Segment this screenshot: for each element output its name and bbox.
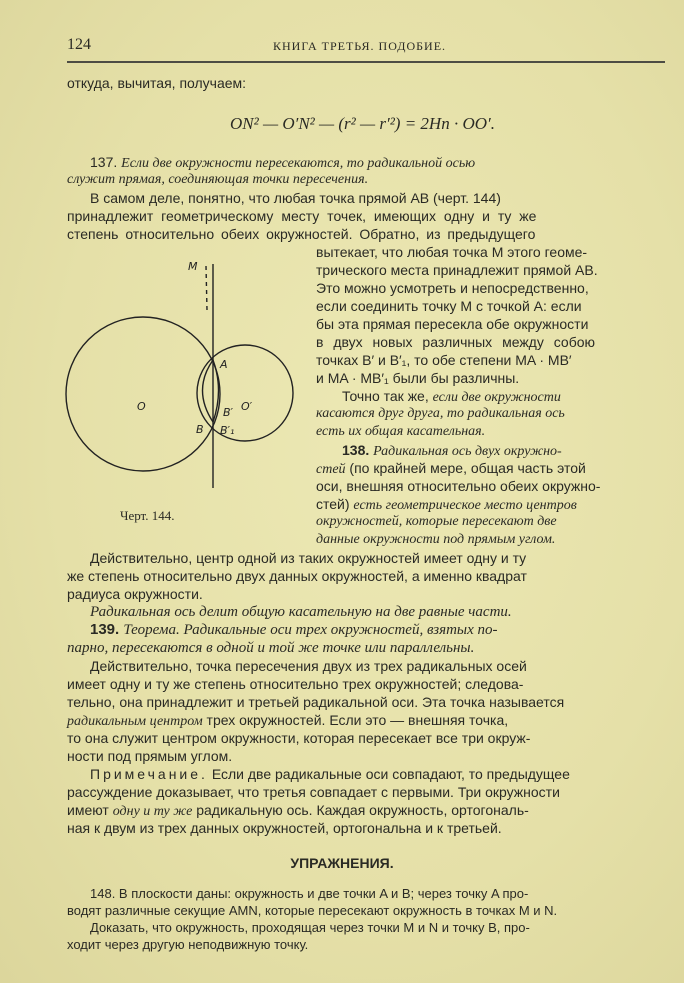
s138-para-line: же степень относительно двух данных окружностей, а именно квадрат [67, 568, 527, 584]
s139-para-line: то она служит центром окружности, которая пересекает все три окруж- [67, 730, 531, 746]
s138-para-line: радиуса окружности. [67, 586, 203, 602]
s139-theorem-line1 [90, 621, 497, 639]
text: (по крайней мере, общая часть этой [345, 460, 586, 476]
arc-left [203, 360, 214, 422]
circle-o-prime [197, 345, 293, 441]
page-number: 124 [67, 36, 91, 53]
page-header [67, 36, 667, 58]
s137-para-line: бы эта прямая пересекла обе окружности [316, 316, 589, 332]
text: одну и ту же [112, 804, 193, 819]
running-title: КНИГА ТРЕТЬЯ. ПОДОБИЕ. [273, 39, 447, 53]
s138-line: оси, внешняя относительно обеих окружно- [316, 478, 601, 494]
s137-para-line: Это можно усмотреть и непосредственно, [316, 280, 589, 296]
s137-para-line: в двух новых различных между собою [316, 334, 595, 350]
s137-para2-line: есть их общая касательная. [316, 424, 486, 439]
figure-144 [60, 250, 300, 540]
section-number: 137. [90, 154, 118, 170]
text: трех окружностей. Если это — внешняя точка, [202, 712, 509, 728]
dashed-line [206, 266, 207, 310]
s139-para-line [67, 711, 508, 731]
s137-para-line: вытекает, что любая точка M этого геоме- [316, 244, 588, 260]
label-o: O [137, 400, 146, 413]
s138-line [316, 459, 586, 479]
s139-para-line: ности под прямым углом. [67, 748, 233, 764]
theorem-title: Теорема. [123, 622, 180, 638]
text: есть геометрическое место центров [353, 498, 577, 513]
note-line: ная к двум из трех данных окружностей, ортогональна и к третьей. [67, 820, 502, 836]
two-circles-diagram [60, 250, 300, 510]
figure-caption: Черт. 144. [120, 508, 175, 523]
theorem-text: Если две окружности пересекаются, то радикальной осью [121, 156, 476, 171]
s137-para2-line [342, 387, 561, 407]
label-b-prime: B′ [223, 406, 234, 419]
label-m: M [188, 260, 198, 273]
s138-line [342, 441, 562, 461]
s139-para-line: Действительно, точка пересечения двух из трех радикальных осей [90, 658, 527, 674]
s138-line [316, 495, 577, 515]
s138-line: данные окружности под прямым углом. [316, 532, 556, 547]
label-o-prime: O′ [241, 400, 253, 413]
s138-line: окружностей, которые пересекают две [316, 514, 557, 529]
exercise-line: 148. В плоскости даны: окружность и две точки A и B; через точку A про- [90, 886, 529, 901]
exercise-line: водят различные секущие AMN, которые пересекают окружность в точках M и N. [67, 903, 558, 918]
label-b-prime-1: B′₁ [220, 424, 235, 437]
s137-theorem-line1 [90, 153, 475, 173]
text: стей) [316, 496, 354, 512]
text: Если две радикальные оси совпадают, то предыдущее [207, 766, 570, 782]
exercise-line: ходит через другую неподвижную точку. [67, 937, 309, 952]
s139-para-line: тельно, она принадлежит и третьей радикальной оси. Эта точка называется [67, 694, 565, 710]
text: если две окружности [432, 390, 561, 405]
section-number: 139. [90, 621, 120, 638]
s137-para-line: если соединить точку M с точкой A: если [316, 298, 582, 314]
s137-para2-line: касаются друг друга, то радикальная ось [316, 406, 565, 421]
text: Радикальные оси трех окружностей, взятых по- [179, 622, 498, 638]
text: имеют [67, 802, 113, 818]
text: радикальным центром [67, 714, 203, 729]
text: радикальную ось. Каждая окружность, ортогональ- [192, 802, 529, 818]
s137-para-line: и MA · MB′₁ были бы различны. [316, 370, 520, 386]
text: Точно так же, [342, 388, 433, 404]
section-number: 138. [342, 442, 370, 458]
s139-para-line: имеет одну и ту же степень относительно трех окружностей; следова- [67, 676, 524, 692]
label-b: B [196, 423, 204, 436]
s137-para-line: степень относительно обеих окружностей. Обратно, из предыдущего [67, 226, 536, 242]
s138-para-line: Действительно, центр одной из таких окружностей имеет одну и ту [90, 550, 527, 566]
note-line [90, 765, 570, 783]
note-label: Примечание. [90, 766, 208, 782]
exercises-heading: УПРАЖНЕНИЯ. [290, 855, 394, 871]
header-rule [67, 61, 665, 63]
s138-corollary: Радикальная ось делит общую касательную на две равные части. [90, 604, 512, 620]
label-a: A [220, 358, 228, 371]
s137-para-line: принадлежит геометрическому месту точек, имеющих одну и ту же [67, 208, 537, 224]
intro-text: откуда, вычитая, получаем: [67, 75, 247, 91]
text: Радикальная ось двух окружно- [373, 444, 562, 459]
s137-theorem-line2: служит прямая, соединяющая точки пересечения. [67, 172, 369, 187]
note-line [67, 801, 529, 821]
note-line: рассуждение доказывает, что третья совпадает с первыми. Три окружности [67, 784, 560, 800]
s139-theorem-line2: парно, пересекаются в одной и той же точке или параллельны. [67, 640, 475, 656]
equation: ON² — O′N² — (r² — r′²) = 2Hn · OO′. [230, 114, 495, 133]
s137-para-line: трического места принадлежит прямой AB. [316, 262, 598, 278]
s137-para-line: точках B′ и B′₁, то обе степени MA · MB′ [316, 352, 572, 368]
s137-para-line: В самом деле, понятно, что любая точка прямой AB (черт. 144) [90, 190, 501, 206]
text: стей [316, 462, 346, 477]
exercise-line: Доказать, что окружность, проходящая через точки M и N и точку B, про- [90, 920, 530, 935]
